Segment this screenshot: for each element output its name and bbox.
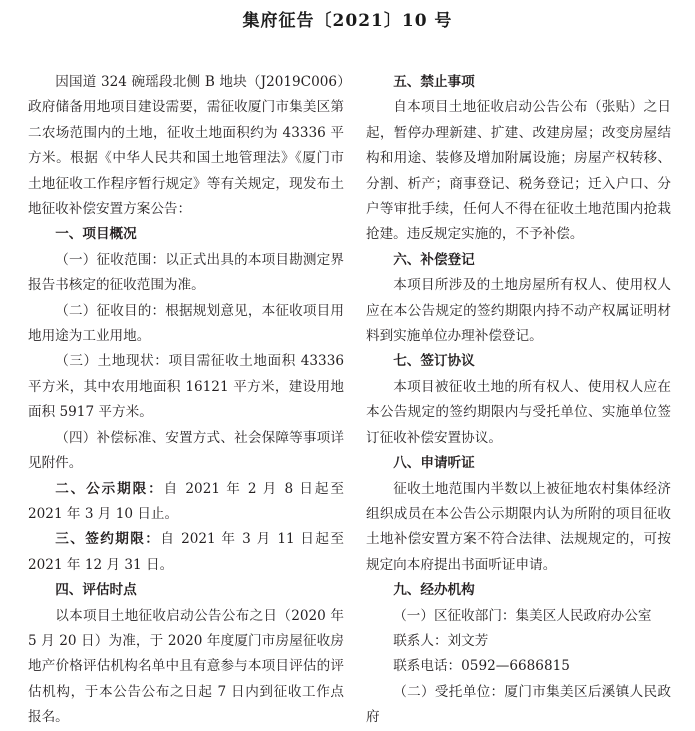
section-7-heading: 七、签订协议 (393, 353, 475, 370)
section-8-text: 征收土地范围内半数以上被征地农村集体经济组织成员在本公告公示期限内认为所附的项目征收土地补偿安置方案不符合法律、法规规定的，可按规定向本府提出书面听证申请。 (366, 480, 671, 573)
left-column (28, 70, 344, 731)
section-1-scope: （一）征收范围：以正式出具的本项目勘测定界报告书核定的征收范围为准。 (28, 251, 344, 294)
section-2-text: 自 2021 年 2 月 8 日起至 2021 年 3 月 10 日止。 (28, 480, 344, 522)
section-1-purpose: （二）征收目的：根据规划意见，本征收项目用地用途为工业用地。 (28, 302, 344, 345)
section-2-paragraph (28, 477, 344, 528)
section-8-heading: 八、申请听证 (393, 455, 475, 472)
section-3-heading: 三、签约期限： (55, 531, 161, 548)
section-2-heading: 二、公示期限： (55, 480, 164, 497)
section-1-heading: 一、项目概况 (55, 226, 137, 243)
section-6-text: 本项目所涉及的土地房屋所有权人、使用权人应在本公告规定的签约期限内持不动产权属证明材料到实施单位办理补偿登记。 (366, 277, 671, 345)
section-4-heading: 四、评估时点 (55, 582, 137, 599)
section-1-land-status: （三）土地现状：项目需征收土地面积 43336 平方米，其中农用地面积 16121 平方米，建设用地面积 5917 平方米。 (28, 353, 344, 421)
page-title: 集府征告〔2021〕10 号 (242, 11, 453, 31)
section-9-contact-person: 联系人：刘文芳 (393, 632, 489, 649)
right-column (366, 70, 671, 731)
section-1-compensation: （四）补偿标准、安置方式、社会保障等事项详见附件。 (28, 429, 344, 472)
section-9-department: （一）区征收部门：集美区人民政府办公室 (393, 607, 652, 624)
section-3-paragraph (28, 527, 344, 578)
section-9-contact-phone: 联系电话：0592—6686815 (393, 658, 570, 675)
section-4-text: 以本项目土地征收启动公告公布之日（2020 年 5 月 20 日）为准，于 2020 年度厦门市房屋征收房地产价格评估机构名单中且有意参与本项目评估的评估机构，于本公告公布之日起 7 日内到征收工作点报名。 (28, 607, 344, 726)
section-6-heading: 六、补偿登记 (393, 251, 475, 268)
section-3-text: 自 2021 年 3 月 11 日起至 2021 年 12 月 31 日。 (28, 531, 345, 573)
section-5-heading: 五、禁止事项 (393, 74, 475, 90)
section-9-heading: 九、经办机构 (393, 582, 475, 599)
section-5-text: 自本项目土地征收启动公告公布（张贴）之日起，暂停办理新建、扩建、改建房屋；改变房屋结构和用途、装修及增加附属设施；房屋产权转移、分割、析产；商事登记、税务登记；迁入户口、分户等审批手续，任何人不得在征收土地范围内抢栽抢建。违反规定实施的，不予补偿。 (366, 99, 671, 243)
section-9-entrusted-unit: （二）受托单位：厦门市集美区后溪镇人民政府 (366, 683, 671, 726)
section-7-text: 本项目被征收土地的所有权人、使用权人应在本公告规定的签约期限内与受托单位、实施单位签订征收补偿安置协议。 (366, 378, 671, 446)
intro-paragraph: 因国道 324 碗瑶段北侧 B 地块（J2019C006）政府储备用地项目建设需要，需征收厦门市集美区第二农场范围内的土地，征收土地面积约为 43336 平方米。根据《中华人民共和国土地管理法》《厦门市土地征收工作程序暂行规定》等有关规定，现发布土地征收补偿安置方案公告： (28, 74, 344, 218)
